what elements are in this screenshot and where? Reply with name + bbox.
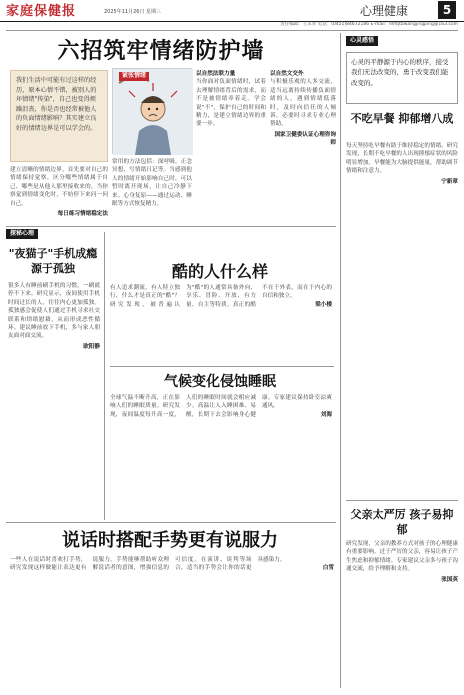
sidebar-quote: 心灵的平静源于内心的秩序，接受我们无法改变的，勇于改变我们能改变的。 bbox=[346, 52, 458, 104]
divider bbox=[6, 522, 336, 523]
issue-date: 2025年11月26日 星期三 bbox=[104, 9, 162, 15]
lead-col1-text: 建立清晰的情绪边界，首先要对自己的情绪保持觉察，区分哪些情绪属于自己、哪些是从他人那里接收来的。当你察觉到情绪变化时，不妨停下来问一问自己。 bbox=[10, 167, 108, 207]
lead-col3-text: 当你面对负面情绪时，试着去理解情绪背后的需求，而不是被情绪牵着走。学会说"不"，保护自己的时间和精力，是建立情绪边界的重要一步。 bbox=[196, 79, 266, 128]
lead-col3-subhead: 以自然法联力量 bbox=[196, 71, 236, 77]
sidebar-story1 bbox=[346, 142, 458, 492]
lead-illustration bbox=[112, 68, 192, 154]
lead-col4-text: 与积极乐观的人多交流，适当远离持续传播负面情绪的人。遇到情绪低落时，及时向信任的人倾诉，必要时寻求专业心理帮助。 bbox=[270, 79, 336, 128]
climate-sleep-text: 全球气温不断升高，正在影响人们的睡眠质量。研究发现，夜间温度每升高一度，人们的睡眠时间就会相应减少。高温让人入睡困难、易醒，长期下去会影响身心健康。专家建议保持卧室凉爽通风。 bbox=[110, 395, 332, 418]
column-rule bbox=[104, 232, 105, 520]
lead-intro-box: 我们生活中可能有过这样的经历，原本心情不错，被别人的坏情绪"传染"，自己也变得烦躁沮丧，你是否也经常被他人的负面情绪影响？其实建立良好的情绪边界是可以学会的。 bbox=[10, 70, 108, 162]
gesture-article bbox=[10, 556, 334, 690]
cool-person-text: 有人追求潮流，有人特立独行，什么才是真正的"酷"？研究发现，被普遍认为"酷"的人通常具备外向、享乐、冒险、开放、有力量、自主等特质。真正的酷不在于外表，而在于内心的自信和独立。 bbox=[110, 285, 332, 308]
lead-column-2: 常用的方法包括：深呼吸、正念冥想、写情绪日记等。当感到他人的情绪开始影响自己时，可以暂时离开现场，让自己冷静下来。心身复原——通过运动、睡眠等方式恢复精力。 bbox=[112, 159, 192, 207]
phone-addiction-text: 很多人有睡前刷手机的习惯，一刷就停不下来。研究显示，夜间使用手机时间过长的人，往往内心更加孤独。孤独感会促使人们通过手机寻求社交联系和情绪慰藉，从而形成恶性循环。建议睡前放下手机，多与家人朋友面对面交流。 bbox=[8, 283, 100, 340]
phone-addiction-headline: "夜猫子"手机成瘾 源于孤独 bbox=[8, 247, 98, 276]
section-tag: 探秘心理 bbox=[6, 229, 38, 239]
climate-sleep-article bbox=[110, 394, 332, 514]
divider bbox=[346, 500, 458, 501]
lead-headline: 六招筑牢情绪防护墙 bbox=[57, 38, 265, 64]
lead-col4-byline: 国家卫健委认证心理咨询师 bbox=[274, 131, 336, 147]
phone-addiction-article bbox=[8, 282, 100, 520]
section-title: 心理健康 bbox=[360, 4, 409, 18]
climate-sleep-byline: 刘海 bbox=[320, 411, 332, 418]
sidebar-story2-byline: 张国英 bbox=[441, 576, 458, 583]
lead-column-4 bbox=[270, 70, 336, 224]
lead-column-3 bbox=[196, 70, 266, 224]
column-rule bbox=[340, 33, 341, 688]
stressed-person-illustration bbox=[113, 69, 193, 155]
climate-sleep-headline: 气候变化侵蚀睡眠 bbox=[164, 374, 276, 390]
sidebar-story2-headline: 父亲太严厉 孩子易抑郁 bbox=[350, 508, 454, 536]
sidebar-tag: 心灵感悟 bbox=[346, 36, 378, 46]
page-number: 5 bbox=[438, 1, 456, 19]
lead-column-1 bbox=[10, 166, 108, 224]
divider bbox=[6, 226, 336, 227]
cool-person-byline: 梁小楼 bbox=[315, 301, 332, 308]
lead-col4-subhead: 以自然文交外 bbox=[270, 71, 304, 77]
sidebar-story2 bbox=[346, 540, 458, 690]
gesture-headline: 说话时搭配手势更有说服力 bbox=[62, 530, 278, 551]
cool-person-article bbox=[110, 284, 332, 362]
gesture-text: 一些人在说话时喜欢打手势，研究发现这样做能让表达更有说服力。手势能够帮助听众理解说话者的意图，增强信息的可信度。在演讲、谈判等场合，适当的手势会让你的话更具感染力。 bbox=[10, 557, 286, 572]
gesture-byline: 白雪 bbox=[322, 565, 334, 572]
illustration-label: 紧张情绪 bbox=[119, 72, 149, 81]
phone-addiction-byline: 欧阳静 bbox=[83, 343, 100, 350]
cool-person-headline: 酷的人什么样 bbox=[171, 262, 268, 281]
sidebar-story1-headline: 不吃早餐 抑郁增八成 bbox=[350, 112, 454, 125]
sidebar-story1-text: 每天坚持吃早餐有助于维持稳定的情绪。研究发现，长期不吃早餐的人出现抑郁症状的风险明显增加。早餐能为大脑提供能量，帮助调节情绪和注意力。 bbox=[346, 143, 458, 175]
sidebar-story1-byline: 宁新章 bbox=[441, 178, 458, 185]
editor-credits: 责任编辑：王未青 电话：(0451)84672186 E-mail：hlhtjtbwangjingping@163.com bbox=[6, 22, 458, 31]
lead-col1-subhead: 每日练习情绪稳定法 bbox=[57, 210, 108, 217]
paper-name: 家庭保健报 bbox=[6, 4, 77, 19]
divider bbox=[110, 366, 334, 367]
sidebar-story2-text: 研究发现，父亲的教养方式对孩子的心理健康有重要影响。过于严厉的父亲，容易让孩子产生焦虑和抑郁情绪。专家建议父亲多与孩子沟通交流，给予理解和支持。 bbox=[346, 541, 458, 573]
